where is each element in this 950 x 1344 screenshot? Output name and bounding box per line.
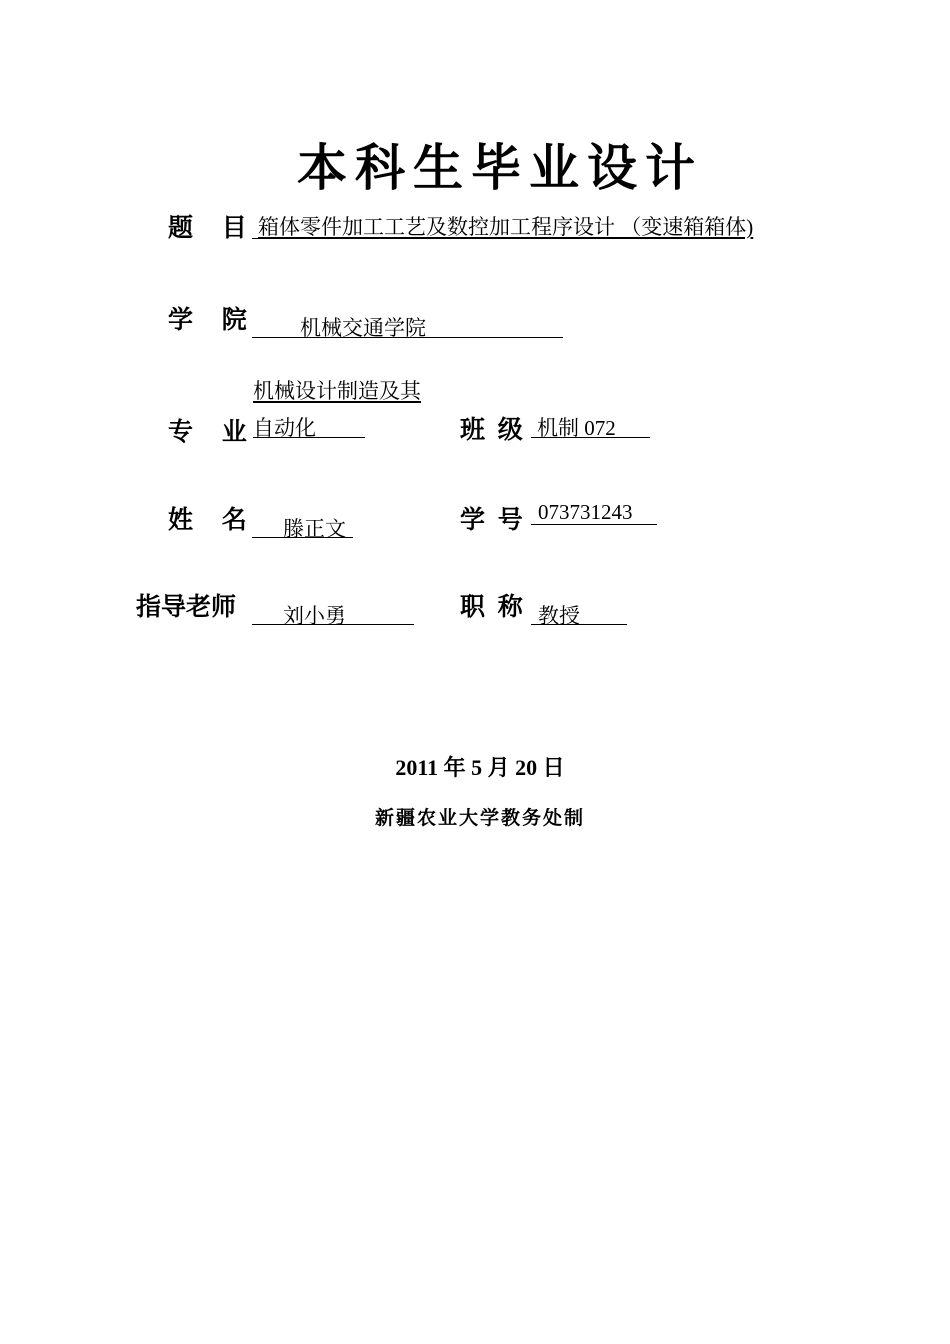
name-label: 姓 名 [168,505,257,534]
student-id-underline [531,524,657,525]
advisor-value: 刘小勇 [283,604,346,628]
advisor-title-value: 教授 [538,604,580,628]
advisor-title-underline [531,624,627,625]
class-label: 班 级 [460,415,525,444]
class-value: 机制 072 [537,416,616,440]
name-underline [252,537,353,538]
issuer-text: 新疆农业大学教务处制 [374,807,585,829]
major-underline [253,437,365,438]
advisor-title-label: 职 称 [460,592,525,621]
student-id-label: 学 号 [460,505,525,534]
name-value: 滕正文 [283,517,346,541]
document-date: 2011 年 5 月 20 日 [395,755,565,780]
advisor-label: 指导老师 [136,592,237,621]
topic-label: 题 目 [168,213,257,242]
student-id-value: 073731243 [538,500,633,524]
topic-underline [252,238,260,239]
major-value-line2: 自动化 [253,416,316,440]
major-label: 专 业 [168,417,257,446]
document-title: 本科生毕业设计 [297,139,703,197]
advisor-underline [252,624,414,625]
major-value-line1: 机械设计制造及其 [253,379,421,403]
class-underline [531,437,650,438]
college-value: 机械交通学院 [300,316,426,340]
topic-value: 箱体零件加工工艺及数控加工程序设计 （变速箱箱体) [258,215,754,239]
college-label: 学 院 [168,305,257,334]
